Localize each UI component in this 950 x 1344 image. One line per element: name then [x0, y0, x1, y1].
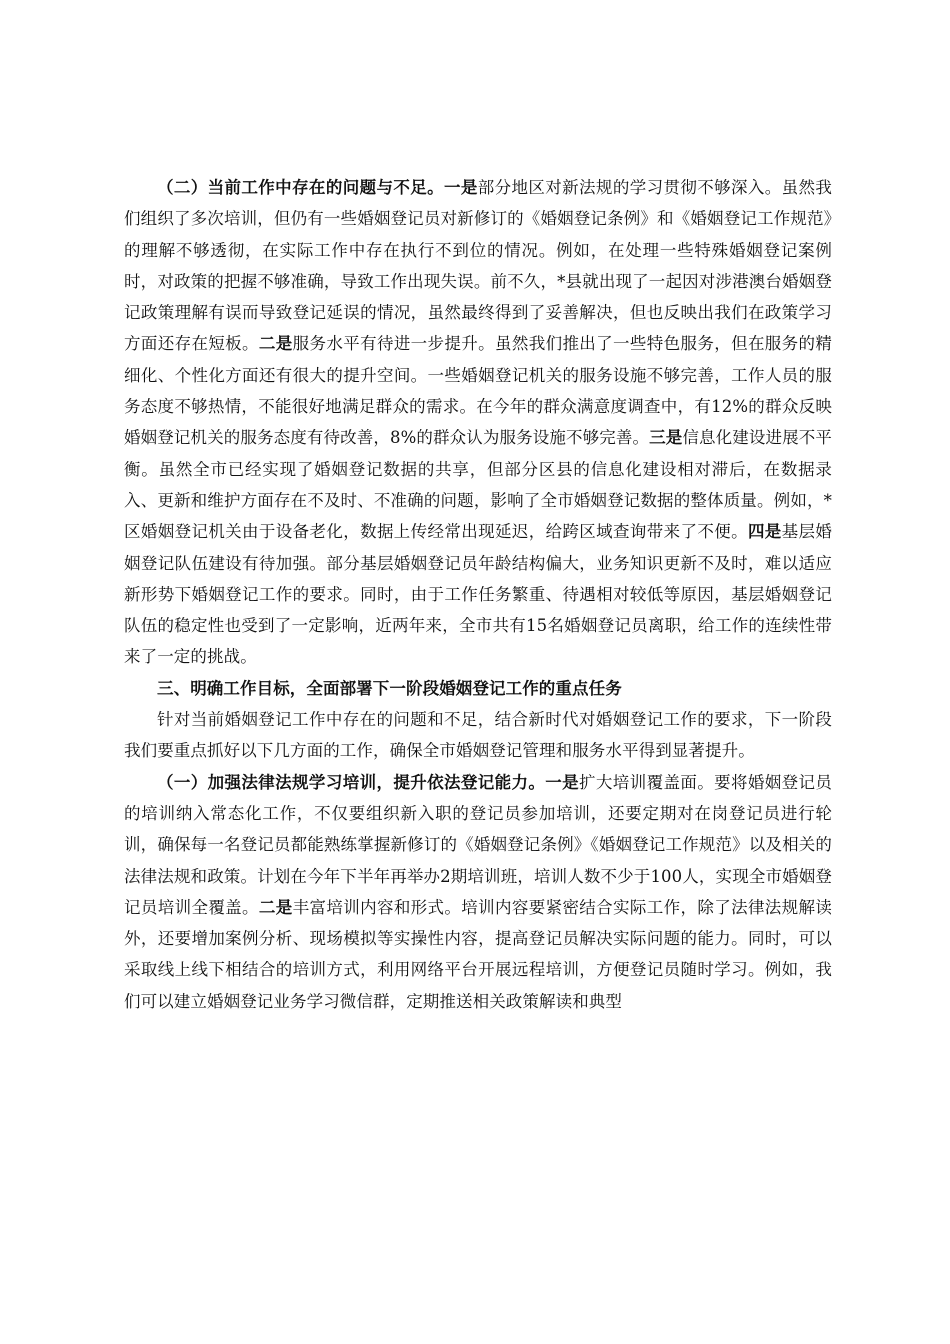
point-lead: 三是: [649, 428, 683, 448]
point-lead: 二是: [258, 897, 293, 917]
point-lead: 二是: [258, 334, 293, 354]
document-body: [124, 172, 832, 1017]
section-heading-problems: （二）当前工作中存在的问题与不足。: [157, 178, 444, 197]
point-text: 服务水平有待进一步提升。虽然我们推出了一些特色服务，但在服务的精细化、个性化方面还有很大的提升空间。一些婚姻登记机关的服务设施不够完善，工作人员的服务态度不够热情，不能很好地满足群众的需求。在今年的群众满意度调查中，有12%的群众反映婚姻登记机关的服务态度有待改善，8%的群众认为服务设施不够完善。: [124, 334, 832, 448]
paragraph-problems: [124, 172, 832, 673]
point-text: 部分地区对新法规的学习贯彻不够深入。虽然我们组织了多次培训，但仍有一些婚姻登记员对新修订的《婚姻登记条例》和《婚姻登记工作规范》的理解不够透彻，在实际工作中存在执行不到位的情况。例如，在处理一些特殊婚姻登记案例时，对政策的把握不够准确，导致工作出现失误。前不久，*县就出现了一起因对涉港澳台婚姻登记政策理解有误而导致登记延误的情况，虽然最终得到了妥善解决，但也反映出我们在政策学习方面还存在短板。: [124, 178, 832, 354]
point-text: 基层婚姻登记队伍建设有待加强。部分基层婚姻登记员年龄结构偏大，业务知识更新不及时，难以适应新形势下婚姻登记工作的要求。同时，由于工作任务繁重、待遇相对较低等原因，基层婚姻登记队伍的稳定性也受到了一定影响，近两年来，全市共有15名婚姻登记员离职，给工作的连续性带来了一定的挑战。: [124, 522, 832, 667]
paragraph-goals-intro: 针对当前婚姻登记工作中存在的问题和不足，结合新时代对婚姻登记工作的要求，下一阶段我们要重点抓好以下几方面的工作，确保全市婚姻登记管理和服务水平得到显著提升。: [124, 710, 832, 761]
point-lead: 四是: [747, 522, 782, 542]
point-lead: 一是: [545, 772, 580, 792]
subsection-heading-training: （一）加强法律法规学习培训，提升依法登记能力。: [157, 772, 546, 792]
point-text: 扩大培训覆盖面。要将婚姻登记员的培训纳入常态化工作，不仅要组织新入职的登记员参加培训，还要定期对在岗登记员进行轮训，确保每一名登记员都能熟练掌握新修订的《婚姻登记条例》《婚姻登记工作规范》以及相关的法律法规和政策。计划在今年下半年再举办2期培训班，培训人数不少于100人，实现全市婚姻登记员培训全覆盖。: [124, 772, 832, 917]
point-text: 丰富培训内容和形式。培训内容要紧密结合实际工作，除了法律法规解读外，还要增加案例分析、现场模拟等实操性内容，提高登记员解决实际问题的能力。同时，可以采取线上线下相结合的培训方式，利用网络平台开展远程培训，方便登记员随时学习。例如，我们可以建立婚姻登记业务学习微信群，定期推送相关政策解读和典型: [124, 897, 832, 1011]
point-text: 信息化建设进展不平衡。虽然全市已经实现了婚姻登记数据的共享，但部分区县的信息化建设相对滞后，在数据录入、更新和维护方面存在不及时、不准确的问题，影响了全市婚姻登记数据的整体质量。例如，*区婚姻登记机关由于设备老化，数据上传经常出现延迟，给跨区域查询带来了不便。: [124, 428, 832, 542]
section-heading-goals: 三、明确工作目标，全面部署下一阶段婚姻登记工作的重点任务: [157, 678, 622, 698]
point-lead: 一是: [444, 178, 478, 197]
paragraph-training: [124, 767, 832, 1017]
